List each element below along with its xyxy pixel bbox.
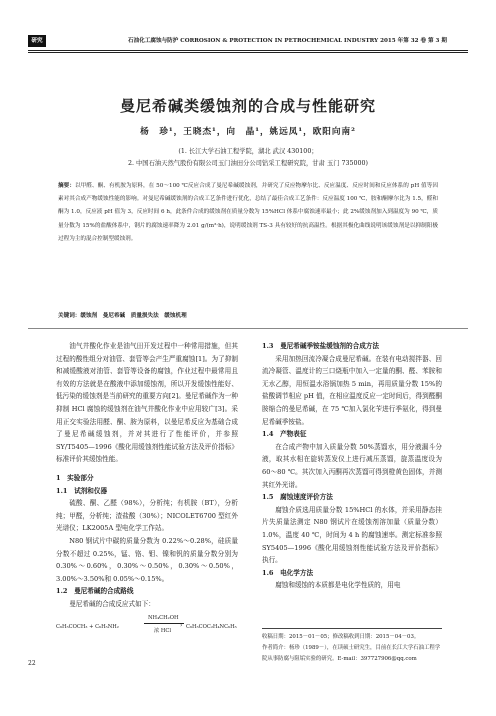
paragraph-1-4: 在合成产物中加入质量分数 50%蒸馏水，用分液漏斗分液，取其水相在旋转蒸发仪上进行减压蒸馏，旋蒸温度设为 60～80 ℃。其次加入丙酮再次蒸馏可得到橙黄色固体，并测其红外光谱。 xyxy=(262,442,442,489)
section-heading-1-2: 1.2 曼尼希碱的合成路线 xyxy=(56,587,134,596)
section-heading-1-5: 1.5 腐蚀速度评价方法 xyxy=(262,493,333,502)
equation-arrow xyxy=(144,623,184,624)
right-column xyxy=(262,340,442,592)
abstract xyxy=(58,180,438,246)
paragraph-1-1: 硫酸、酮、乙醛（98%），分析纯；有机胺（BT），分析纯；甲醛，分析纯；渣盐酸（30%）；NICOLET6700 型红外光谱仪；LK2005A 型电化学工作站。 xyxy=(56,499,238,533)
paragraph-1-5: 腐蚀介质选用质量分数 15%HCl 的水体，并采用静态挂片失质量法测定 N80 钢试片在缓蚀剂溶加量（质量分数）1.0%，温度 40 ℃，时间为 4 h 的腐蚀速率。测定标准参照 SY5405—1996《酸化用缓蚀剂性能试验方法及评价指标》执行。 xyxy=(262,505,442,565)
section-heading-1-1: 1.1 试剂和仪器 xyxy=(56,486,108,495)
section-heading-1-3: 1.3 曼尼希碱季铵盐缓蚀剂的合成方法 xyxy=(262,342,379,350)
footnote-rule xyxy=(262,628,442,629)
affiliation-2: 2. 中国石油天然气股份有限公司玉门油田分公司钻采工程研究院，甘肃 玉门 735000) xyxy=(127,160,368,167)
equation-reagent-top: NH₄CH₂OH xyxy=(148,615,179,622)
section-heading-1: 1 实验部分 xyxy=(56,473,94,482)
equation-product: C₆H₅COC₂H₄NC₆H₅ xyxy=(186,624,237,631)
header-rule-thin xyxy=(28,52,468,53)
abstract-text: 以甲醛、酮、有机胺为原料，在 50～100 ℃反应合成了曼尼希碱缓蚀剂，并研究了反应物摩尔比、反应温度、反应时间和反应体系的 pH 值等因素对其合成产物缓蚀性能的影响。对曼尼希碱缓蚀剂的合成工艺条件进行优化，总结了最佳合成工艺条件：反应温度 100 ℃，胺和酮摩尔比为 1.5，醛和酮为 1.0，反应液 pH 值为 3，反应时间 6 h，此条件合成的缓蚀剂在质量分数为 15%HCl 体系中腐蚀速率最小；此 2%缓蚀剂加入到温度为 90 ℃，质量分数为 15%的盐酸体系中，钢片的腐蚀速率降为 2.01 g/(m²·h)，说明缓蚀剂 TS-3 具有较好的抗高温性。根据其极化曲线说明该缓蚀剂是以抑制阳极过程为主的混合控制型缓蚀剂。 xyxy=(58,183,438,242)
section-heading-1-4: 1.4 产物表征 xyxy=(262,430,307,439)
abstract-label: 摘要： xyxy=(58,183,75,189)
keywords xyxy=(58,310,438,323)
footnote xyxy=(262,632,442,665)
journal-running-header: 石油化工腐蚀与防护 CORROSION & PROTECTION IN PETROCHEMICAL INDUSTRY 2015 年第 32 卷 第 3 期 xyxy=(128,38,447,44)
intro-paragraph: 油气井酸化作业是油气田开发过程中一种常用措施，但其过程的酸性组分对油管、套管等会产生严重腐蚀[1]。为了抑制和减缓酸液对油管、套管等设备的腐蚀，作业过程中最常用且有效的方法就是在酸液中添加缓蚀剂，所以开发缓蚀性能好、低污染的缓蚀剂是当前研究的重要方向[2]。曼尼希碱作为一种抑制 HCl 腐蚀的缓蚀剂在油气井酸化作业中应用较广[3]。采用正交实验法用醛、酮、胺为原料，以曼尼希反应为基础合成了曼尼希碱缓蚀剂，并对其进行了性能评价，并参照 SY/T5405—1996《酸化用缓蚀剂性能试验方法及评价指标》标准评价其缓蚀性能。 xyxy=(56,342,238,464)
keywords-label: 关键词： xyxy=(58,313,81,319)
footnote-received: 收稿日期：2015－01－05；修改稿收到日期：2015－04－03。 xyxy=(262,634,420,640)
paragraph-1-1b: N80 钢试片中碳的质量分数为 0.22%～0.28%，硅质量分数不超过 0.25%，锰、铬、钼、镍和钒的质量分数分别为 0.30%～0.60%，0.30%～0.50%，0.30%～0.50%，3.00%～3.50%和 0.05%～0.15%。 xyxy=(56,536,238,583)
paragraph-1-3: 采用加热回流冷凝合成曼尼希碱。在装有电动搅拌器、回流冷凝管、温度计的三口烧瓶中加入一定量的酮、醛、苯胺和无水乙醇，用恒温水浴锅加热 5 min，再用质量分数 15%的盐酸调节相应 pH 值，在相应温度反应一定时间后，得到醛酮胺缩合的曼尼希碱，在 75 ℃加入氯化苄进行季氨化，得到曼尼希碱季铵盐。 xyxy=(262,354,442,426)
paragraph-1-2: 曼尼希碱的合成反应式如下： xyxy=(69,599,155,608)
article-title: 曼尼希碱类缓蚀剂的合成与性能研究 xyxy=(119,97,376,115)
section-heading-1-6: 1.6 电化学方法 xyxy=(262,568,314,577)
equation-reactants: C₆H₅COCH₃ + C₆H₅NH₂ xyxy=(56,624,119,631)
abstract-divider xyxy=(28,328,468,329)
left-column xyxy=(56,340,238,634)
equation-reagent-bottom: 浓 HCl xyxy=(154,628,171,635)
reaction-equation xyxy=(56,612,238,634)
equation-arrow-head: › xyxy=(180,622,183,630)
paragraph-1-6: 腐蚀和缓蚀的本质都是电化学性质的，用电 xyxy=(275,581,401,590)
header-section-label: 研究 xyxy=(31,38,43,44)
page-number: 22 xyxy=(28,660,36,667)
keywords-text: 缓蚀剂 曼尼希碱 质量损失法 缓蚀机理 xyxy=(80,313,187,319)
footnote-author-bio: 作者简介：杨珍（1989－），在读硕士研究生，目前在长江大学石油工程学院从事防腐与阻垢实验的研究。E-mail：397727906@qq.com xyxy=(262,645,441,662)
header-rule xyxy=(28,50,468,51)
article-authors: 杨 珍¹，王晓杰¹，向 晶¹，姚远凤¹，欧阳向南² xyxy=(140,127,356,137)
affiliation-1: (1. 长江大学石油工程学院，湖北 武汉 430100； xyxy=(178,148,318,155)
